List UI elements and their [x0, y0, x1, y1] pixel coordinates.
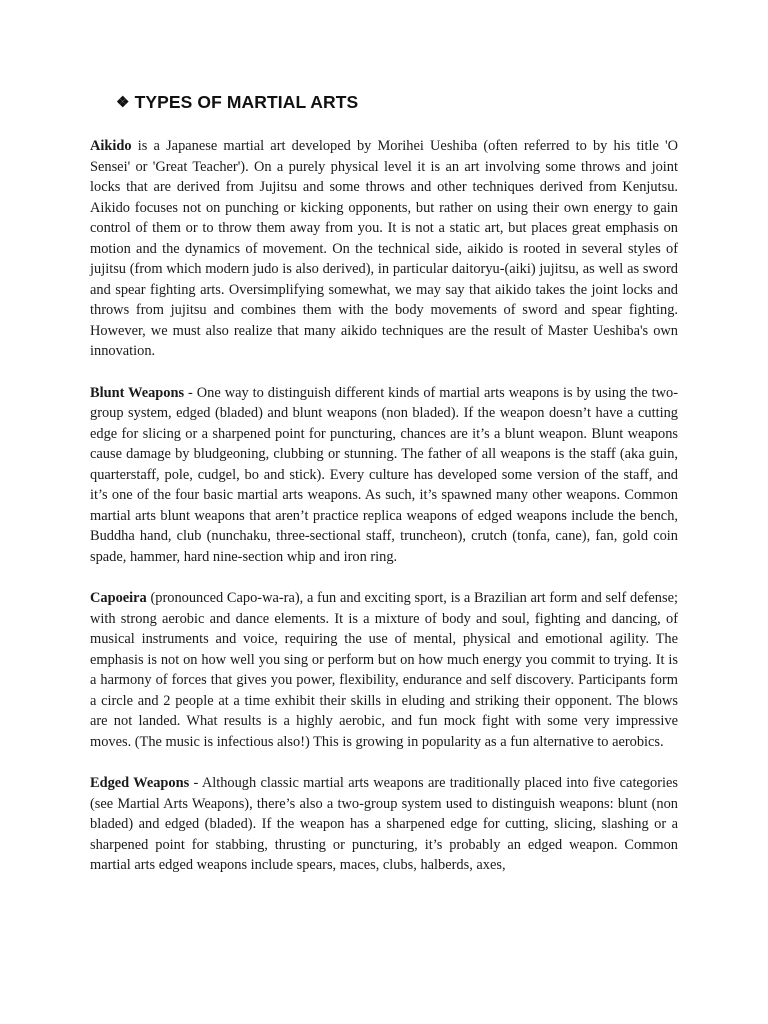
term-aikido: Aikido: [90, 138, 132, 154]
paragraph-capoeira: [90, 588, 678, 752]
paragraph-capoeira-text: (pronounced Capo-wa-ra), a fun and exciting sport, is a Brazilian art form and self defense; with strong aerobic and dance elements. It is a mixture of body and soul, fighting and dancing, of musical instruments and voice, requiring the use of mental, physical and emotional agility. The emphasis is not on how well you sing or perform but on how much energy you commit to trying. It is a harmony of forces that gives you power, flexibility, endurance and self discovery. Participants form a circle and 2 people at a time exhibit their skills in eluding and striking their opponent. The blows are not landed. What results is a highly aerobic, and fun mock fight with some very impressive moves. (The music is infectious also!) This is growing in popularity as a fun alternative to aerobics.: [90, 590, 678, 750]
term-capoeira: Capoeira: [90, 590, 147, 607]
paragraph-aikido-text: is a Japanese martial art developed by Morihei Ueshiba (often referred to by his title 'O Sensei' or 'Great Teacher'). On a purely physical level it is an art involving some throws and joint locks that are derived from Jujitsu and some throws and other techniques derived from Kenjutsu. Aikido focuses not on punching or kicking opponents, but rather on using their own energy to gain control of them or to throw them away from you. It is not a static art, but places great emphasis on motion and the dynamics of movement. On the technical side, aikido is rooted in several styles of jujitsu (from which modern judo is also derived), in particular daitoryu-(aiki) jujitsu, as well as sword and spear fighting arts. Oversimplifying somewhat, we may say that aikido takes the joint locks and throws from jujitsu and combines them with the body movements of sword and spear fighting. However, we must also realize that many aikido techniques are the result of Master Ueshiba's own innovation.: [90, 138, 678, 360]
page-title: [116, 92, 358, 113]
page-title-text: TYPES OF MARTIAL ARTS: [134, 92, 359, 112]
paragraph-blunt-weapons: [90, 383, 678, 568]
diamond-bullet-icon: ❖: [116, 94, 130, 111]
paragraph-edged-weapons: [90, 773, 678, 876]
term-edged-weapons: Edged Weapons: [90, 774, 190, 791]
paragraph-edged-weapons-text: - Although classic martial arts weapons are traditionally placed into five categories (see Martial Arts Weapons), there’s also a two-group system used to distinguish weapons: blunt (non bladed) and edged (bladed). If the weapon has a sharpened edge for cutting, slicing, slashing or a sharpened point for stabbing, thrusting or puncturing, it’s probably an edged weapon. Common martial arts edged weapons include spears, maces, clubs, halberds, axes,: [90, 774, 678, 874]
document-body: [90, 136, 678, 896]
paragraph-aikido: [90, 136, 678, 362]
term-blunt-weapons: Blunt Weapons: [90, 384, 185, 401]
paragraph-blunt-weapons-text: - One way to distinguish different kinds of martial arts weapons is by using the two-group system, edged (bladed) and blunt weapons (non bladed). If the weapon doesn’t have a cutting edge for slicing or a sharpened point for puncturing, chances are it’s a blunt weapon. Blunt weapons cause damage by bludgeoning, clubbing or stunning. The father of all weapons is the staff (aka guin, quarterstaff, pole, cudgel, bo and stick). Every culture has developed some version of the staff, and it’s one of the four basic martial arts weapons. As such, it’s spawned many other weapons. Common martial arts blunt weapons that aren’t practice replica weapons of edged weapons include the bench, Buddha hand, club (nunchaku, three-sectional staff, truncheon), crutch (tonfa, cane), fan, gold coin spade, hammer, hard nine-section whip and iron ring.: [90, 384, 678, 565]
